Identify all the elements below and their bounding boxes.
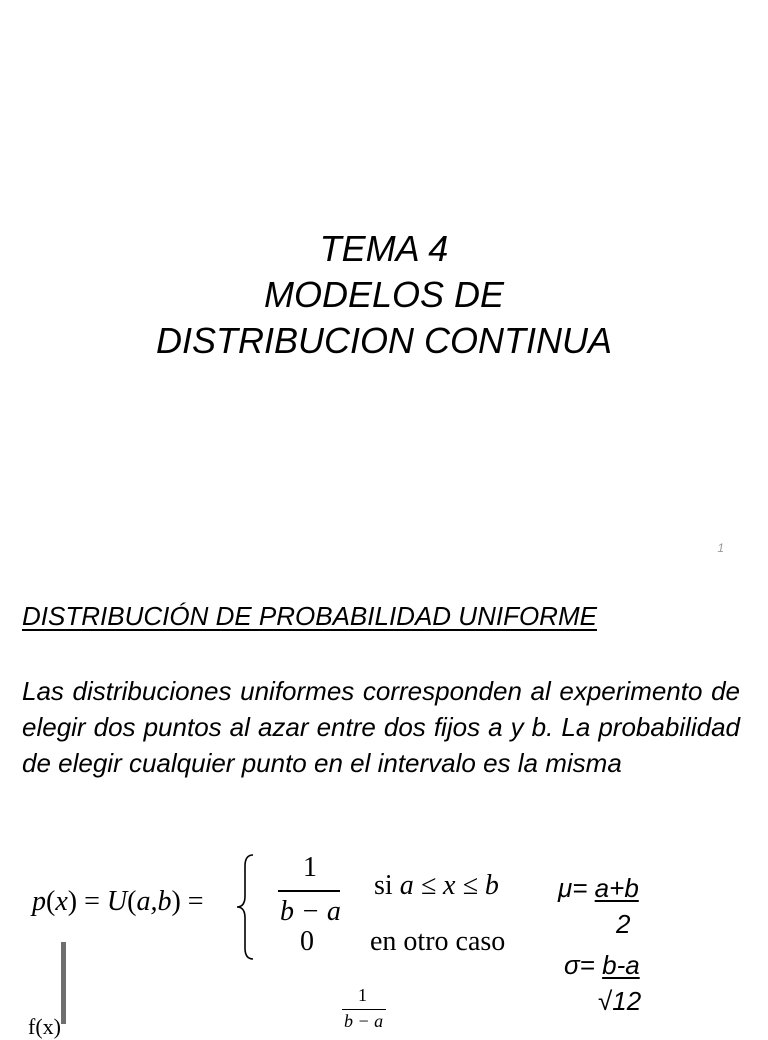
formula-x: x [55, 886, 68, 917]
graph-fx-label: f(x) [28, 1014, 61, 1039]
graph-height-denominator: b − a [344, 1011, 384, 1031]
fraction-bar [278, 890, 340, 892]
fraction-numerator: 1 [303, 852, 317, 883]
condition-otherwise: en otro caso [370, 926, 506, 957]
zero-case-value: 0 [300, 926, 314, 957]
condition-si-word: si [374, 870, 393, 901]
section-heading: DISTRIBUCIÓN DE PROBABILIDAD UNIFORME [22, 601, 597, 631]
mean-denominator: 2 [616, 909, 631, 939]
title-line-1: TEMA 4 [319, 228, 449, 269]
mean-numerator: a+b [594, 873, 639, 903]
formula-U: U [106, 886, 128, 917]
condition-interval [374, 870, 499, 902]
fraction-denominator: b − a [280, 896, 341, 927]
page-number: 1 [717, 541, 724, 555]
graph-height-label [340, 985, 390, 1031]
std-numerator: b-a [602, 950, 640, 980]
formula-args: a,b [136, 886, 172, 917]
std-denominator: √12 [598, 986, 642, 1016]
formula-p: p [32, 886, 46, 917]
graph-height-numerator: 1 [358, 985, 367, 1005]
uniform-pdf-formula [30, 848, 506, 963]
title-line-3: DISTRIBUCION CONTINUA [155, 320, 612, 361]
mean-label: μ= [558, 873, 588, 903]
slide-title [0, 226, 768, 364]
std-formula [564, 950, 640, 981]
title-line-2: MODELOS DE [263, 274, 505, 315]
mean-formula [558, 873, 639, 904]
intro-paragraph: Las distribuciones uniformes corresponden al experimento de elegir dos puntos al azar entre dos fijos a y b. La probabilidad de elegir cualquier punto en el intervalo es la misma [22, 676, 740, 778]
formula-lhs: p(x) = U(a,b) = [32, 886, 204, 917]
std-label: σ= [564, 950, 595, 980]
condition-inequality: a ≤ x ≤ b [399, 870, 499, 901]
left-brace-icon [235, 852, 275, 962]
graph-height-bar [342, 1009, 386, 1010]
